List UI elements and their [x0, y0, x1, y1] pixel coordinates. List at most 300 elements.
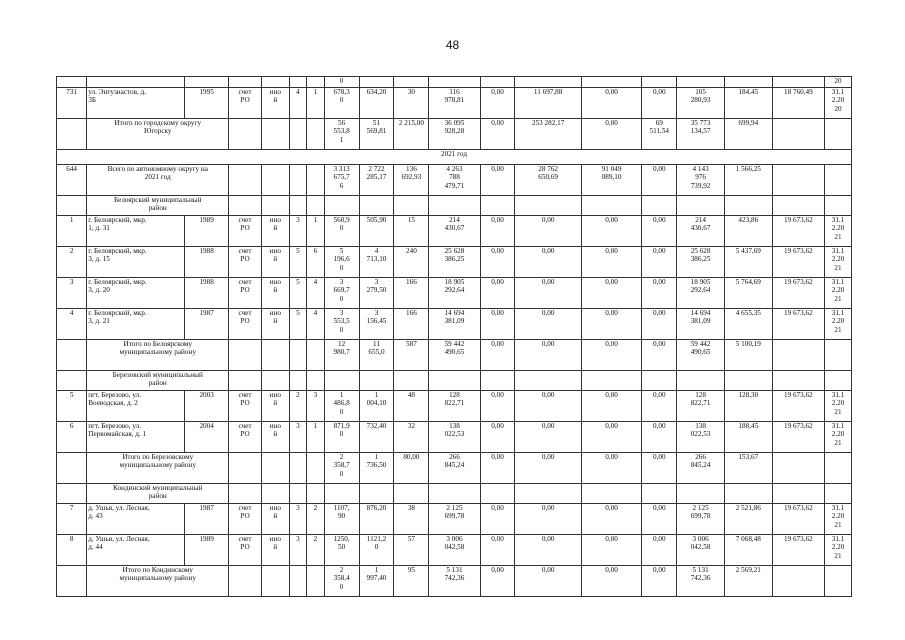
- entrances-cell: [307, 119, 324, 150]
- item-number-cell: 1: [57, 216, 87, 247]
- specific-cost-cell: 2 569,21: [724, 566, 772, 597]
- floors-cell: [289, 566, 306, 597]
- total-cost-cell: 138 022,53: [429, 422, 480, 453]
- fund-okrug-cell: 0,00: [515, 247, 581, 278]
- fund-okrug-cell: 11 697,88: [515, 88, 581, 119]
- end-date-cell: [825, 165, 852, 196]
- total-area-cell: 678,3 0: [324, 88, 359, 119]
- living-area-cell: [359, 77, 394, 88]
- fund-okrug-cell: 0,00: [515, 278, 581, 309]
- specific-cost-cell: 4 655,35: [724, 309, 772, 340]
- fund-okrug-cell: [515, 371, 581, 391]
- fund-okrug-cell: 0,00: [515, 535, 581, 566]
- living-area-cell: 4 713,10: [359, 247, 394, 278]
- fund-owners-other-cell: 0,00: [642, 278, 677, 309]
- item-number-cell: 4: [57, 309, 87, 340]
- house-type-cell: [261, 77, 289, 88]
- fund-local-cell: 0,00: [581, 422, 642, 453]
- house-type-cell: ино й: [261, 309, 289, 340]
- fund-owners-other-cell: 0,00: [642, 309, 677, 340]
- living-area-cell: 1 004,10: [359, 391, 394, 422]
- total-label-cell: Итого по городскому округу Югорску: [87, 119, 229, 150]
- continuation-row: [57, 77, 852, 88]
- cost-limit-cell: 19 673,62: [772, 216, 824, 247]
- table-row: [57, 247, 852, 278]
- fund-local-cell: 0,00: [581, 216, 642, 247]
- address-cell: г. Белоярский, мкр. 3, д. 21: [87, 309, 185, 340]
- entrances-cell: 2: [307, 504, 324, 535]
- entrances-cell: [307, 196, 324, 216]
- fund-local-cell: 0,00: [581, 504, 642, 535]
- fund-fed-cell: 0,00: [480, 504, 515, 535]
- total-cost-cell: [429, 77, 480, 88]
- specific-cost-cell: [724, 196, 772, 216]
- end-date-cell: [825, 340, 852, 371]
- residents-cell: 166: [394, 278, 429, 309]
- specific-cost-cell: 153,67: [724, 453, 772, 484]
- build-year-cell: 1987: [185, 309, 229, 340]
- address-cell: д. Ушья, ул. Лесная, д. 44: [87, 535, 185, 566]
- total-area-cell: 1107, 90: [324, 504, 359, 535]
- cost-limit-cell: [772, 566, 824, 597]
- build-year-cell: [185, 77, 229, 88]
- total-area-cell: 3 669,7 0: [324, 278, 359, 309]
- floors-cell: 3: [289, 504, 306, 535]
- living-area-cell: [359, 371, 394, 391]
- item-number-cell: 731: [57, 88, 87, 119]
- fund-owners-other-cell: 0,00: [642, 340, 677, 371]
- fund-method-cell: счет РО: [229, 216, 262, 247]
- address-cell: г. Белоярский, мкр. 3, д. 20: [87, 278, 185, 309]
- district-header-row: [57, 484, 852, 504]
- district-total-row: [57, 340, 852, 371]
- fund-owners-cell: [677, 77, 725, 88]
- total-cost-cell: 4 263 788 479,71: [429, 165, 480, 196]
- residents-cell: 240: [394, 247, 429, 278]
- entrances-cell: 1: [307, 88, 324, 119]
- build-year-cell: 1989: [185, 216, 229, 247]
- residents-cell: 38: [394, 504, 429, 535]
- entrances-cell: 3: [307, 391, 324, 422]
- living-area-cell: 1121,2 0: [359, 535, 394, 566]
- cost-limit-cell: [772, 371, 824, 391]
- house-type-cell: ино й: [261, 535, 289, 566]
- living-area-cell: 732,40: [359, 422, 394, 453]
- fund-method-cell: счет РО: [229, 535, 262, 566]
- cost-limit-cell: 19 673,62: [772, 247, 824, 278]
- living-area-cell: 51 569,81: [359, 119, 394, 150]
- total-label-cell: Итого по Кондинскому муниципальному району: [87, 566, 229, 597]
- fund-fed-cell: 0,00: [480, 566, 515, 597]
- fund-owners-other-cell: 0,00: [642, 88, 677, 119]
- living-area-cell: 505,90: [359, 216, 394, 247]
- fund-owners-cell: 105 280,93: [677, 88, 725, 119]
- table-row: [57, 504, 852, 535]
- district-header-row: [57, 371, 852, 391]
- end-date-cell: 31.1 2.20 21: [825, 535, 852, 566]
- fund-local-cell: 0,00: [581, 119, 642, 150]
- specific-cost-cell: [724, 484, 772, 504]
- entrances-cell: [307, 484, 324, 504]
- end-date-cell: [825, 566, 852, 597]
- item-number-cell: [57, 77, 87, 88]
- fund-owners-cell: 14 694 381,09: [677, 309, 725, 340]
- end-date-cell: 31.1 2.20 21: [825, 216, 852, 247]
- cost-limit-cell: 19 673,62: [772, 391, 824, 422]
- residents-cell: [394, 196, 429, 216]
- living-area-cell: 1 736,50: [359, 453, 394, 484]
- floors-cell: 3: [289, 216, 306, 247]
- end-date-cell: [825, 119, 852, 150]
- fund-owners-cell: 35 773 134,57: [677, 119, 725, 150]
- living-area-cell: [359, 196, 394, 216]
- table-row: [57, 88, 852, 119]
- residents-cell: 166: [394, 309, 429, 340]
- floors-cell: [289, 77, 306, 88]
- cost-limit-cell: 19 673,62: [772, 422, 824, 453]
- entrances-cell: [307, 371, 324, 391]
- total-area-cell: 12 980,7: [324, 340, 359, 371]
- item-number-cell: 3: [57, 278, 87, 309]
- cost-limit-cell: [772, 340, 824, 371]
- fund-method-cell: счет РО: [229, 504, 262, 535]
- fund-owners-other-cell: 0,00: [642, 165, 677, 196]
- total-cost-cell: 266 845,24: [429, 453, 480, 484]
- address-cell: д. Ушья, ул. Лесная, д. 43: [87, 504, 185, 535]
- fund-owners-other-cell: 0,00: [642, 504, 677, 535]
- item-number-cell: [57, 196, 87, 216]
- table-row: [57, 216, 852, 247]
- fund-okrug-cell: [515, 196, 581, 216]
- house-type-cell: ино й: [261, 391, 289, 422]
- capital-repair-table: [56, 76, 852, 597]
- house-type-cell: [261, 566, 289, 597]
- house-type-cell: ино й: [261, 247, 289, 278]
- table-row: [57, 309, 852, 340]
- fund-method-cell: [229, 340, 262, 371]
- residents-cell: [394, 484, 429, 504]
- fund-owners-cell: 5 131 742,36: [677, 566, 725, 597]
- grand-total-row: [57, 165, 852, 196]
- fund-owners-other-cell: [642, 371, 677, 391]
- specific-cost-cell: 128,30: [724, 391, 772, 422]
- floors-cell: 5: [289, 278, 306, 309]
- house-type-cell: ино й: [261, 88, 289, 119]
- fund-local-cell: 0,00: [581, 535, 642, 566]
- specific-cost-cell: 423,86: [724, 216, 772, 247]
- entrances-cell: 1: [307, 422, 324, 453]
- table-row: [57, 391, 852, 422]
- living-area-cell: 634,20: [359, 88, 394, 119]
- residents-cell: 95: [394, 566, 429, 597]
- fund-fed-cell: 0,00: [480, 216, 515, 247]
- fund-fed-cell: 0,00: [480, 535, 515, 566]
- entrances-cell: 6: [307, 247, 324, 278]
- item-number-cell: 8: [57, 535, 87, 566]
- district-title-cell: Белоярский муниципальный район: [87, 196, 229, 216]
- fund-local-cell: 0,00: [581, 453, 642, 484]
- fund-fed-cell: 0,00: [480, 88, 515, 119]
- total-area-cell: 5 196,6 0: [324, 247, 359, 278]
- entrances-cell: 4: [307, 278, 324, 309]
- district-total-row: [57, 566, 852, 597]
- house-type-cell: [261, 165, 289, 196]
- house-type-cell: ино й: [261, 216, 289, 247]
- fund-fed-cell: [480, 77, 515, 88]
- residents-cell: [394, 77, 429, 88]
- residents-cell: 2 215,00: [394, 119, 429, 150]
- fund-okrug-cell: 0,00: [515, 566, 581, 597]
- fund-fed-cell: 0,00: [480, 453, 515, 484]
- floors-cell: [289, 165, 306, 196]
- total-cost-cell: [429, 484, 480, 504]
- total-cost-cell: 214 430,67: [429, 216, 480, 247]
- fund-local-cell: 0,00: [581, 278, 642, 309]
- fund-owners-other-cell: [642, 77, 677, 88]
- fund-local-cell: [581, 371, 642, 391]
- floors-cell: [289, 196, 306, 216]
- table-row: [57, 422, 852, 453]
- residents-cell: 32: [394, 422, 429, 453]
- end-date-cell: 31.1 2.20 21: [825, 247, 852, 278]
- address-cell: г. Белоярский, мкр. 3, д. 15: [87, 247, 185, 278]
- floors-cell: [289, 340, 306, 371]
- table-row: [57, 535, 852, 566]
- fund-fed-cell: 0,00: [480, 119, 515, 150]
- entrances-cell: 1: [307, 216, 324, 247]
- total-cost-cell: 5 131 742,36: [429, 566, 480, 597]
- fund-owners-cell: 138 022,53: [677, 422, 725, 453]
- fund-owners-other-cell: 0,00: [642, 566, 677, 597]
- build-year-cell: 1989: [185, 535, 229, 566]
- fund-okrug-cell: 0,00: [515, 340, 581, 371]
- fund-owners-cell: 266 845,24: [677, 453, 725, 484]
- fund-owners-cell: 214 430,67: [677, 216, 725, 247]
- house-type-cell: [261, 453, 289, 484]
- fund-owners-cell: [677, 371, 725, 391]
- district-title-cell: Кондинский муниципальный район: [87, 484, 229, 504]
- fund-local-cell: [581, 484, 642, 504]
- item-number-cell: [57, 340, 87, 371]
- house-type-cell: ино й: [261, 422, 289, 453]
- fund-okrug-cell: [515, 77, 581, 88]
- cost-limit-cell: 19 673,62: [772, 278, 824, 309]
- entrances-cell: [307, 566, 324, 597]
- end-date-cell: [825, 453, 852, 484]
- fund-okrug-cell: 28 762 650,69: [515, 165, 581, 196]
- living-area-cell: [359, 484, 394, 504]
- build-year-cell: 1987: [185, 504, 229, 535]
- fund-owners-other-cell: 69 511,54: [642, 119, 677, 150]
- address-cell: [87, 77, 185, 88]
- end-date-cell: 31.1 2.20 20: [825, 88, 852, 119]
- floors-cell: [289, 453, 306, 484]
- district-title-cell: Березовский муниципальный район: [87, 371, 229, 391]
- end-date-cell: 31.1 2.20 21: [825, 309, 852, 340]
- address-cell: г. Белоярский, мкр. 1, д. 31: [87, 216, 185, 247]
- total-area-cell: 3 313 675,7 6: [324, 165, 359, 196]
- specific-cost-cell: 2 521,86: [724, 504, 772, 535]
- year-heading-cell: 2021 год: [57, 150, 852, 165]
- subtotal-row: [57, 119, 852, 150]
- total-cost-cell: 116 978,81: [429, 88, 480, 119]
- fund-fed-cell: 0,00: [480, 247, 515, 278]
- residents-cell: 48: [394, 391, 429, 422]
- residents-cell: 57: [394, 535, 429, 566]
- fund-fed-cell: 0,00: [480, 278, 515, 309]
- item-number-cell: [57, 119, 87, 150]
- build-year-cell: 2004: [185, 422, 229, 453]
- house-type-cell: [261, 340, 289, 371]
- residents-cell: [394, 371, 429, 391]
- floors-cell: 5: [289, 309, 306, 340]
- fund-owners-cell: 128 822,71: [677, 391, 725, 422]
- build-year-cell: 2003: [185, 391, 229, 422]
- fund-owners-cell: [677, 484, 725, 504]
- living-area-cell: 1 997,40: [359, 566, 394, 597]
- district-total-row: [57, 453, 852, 484]
- fund-owners-other-cell: 0,00: [642, 247, 677, 278]
- specific-cost-cell: 184,45: [724, 88, 772, 119]
- specific-cost-cell: 7 068,48: [724, 535, 772, 566]
- total-cost-cell: 2 125 699,78: [429, 504, 480, 535]
- total-cost-cell: 18 905 292,64: [429, 278, 480, 309]
- specific-cost-cell: [724, 371, 772, 391]
- entrances-cell: [307, 453, 324, 484]
- district-header-row: [57, 196, 852, 216]
- fund-local-cell: [581, 77, 642, 88]
- build-year-cell: 1995: [185, 88, 229, 119]
- fund-local-cell: 0,00: [581, 391, 642, 422]
- floors-cell: 5: [289, 247, 306, 278]
- fund-fed-cell: [480, 196, 515, 216]
- total-area-cell: 2 358,4 0: [324, 566, 359, 597]
- fund-okrug-cell: 0,00: [515, 422, 581, 453]
- house-type-cell: [261, 484, 289, 504]
- year-row: [57, 150, 852, 165]
- specific-cost-cell: 5 437,69: [724, 247, 772, 278]
- total-cost-cell: [429, 196, 480, 216]
- total-cost-cell: 59 442 490,65: [429, 340, 480, 371]
- end-date-cell: 31.1 2.20 21: [825, 504, 852, 535]
- specific-cost-cell: 188,45: [724, 422, 772, 453]
- cost-limit-cell: [772, 484, 824, 504]
- fund-method-cell: счет РО: [229, 391, 262, 422]
- fund-fed-cell: 0,00: [480, 391, 515, 422]
- fund-fed-cell: [480, 484, 515, 504]
- fund-method-cell: [229, 119, 262, 150]
- house-type-cell: [261, 119, 289, 150]
- house-type-cell: ино й: [261, 278, 289, 309]
- entrances-cell: [307, 165, 324, 196]
- fund-method-cell: [229, 484, 262, 504]
- fund-local-cell: 0,00: [581, 88, 642, 119]
- cost-limit-cell: 19 673,62: [772, 309, 824, 340]
- fund-owners-other-cell: 0,00: [642, 422, 677, 453]
- residents-cell: 587: [394, 340, 429, 371]
- fund-local-cell: [581, 196, 642, 216]
- total-area-cell: 871,9 0: [324, 422, 359, 453]
- fund-okrug-cell: 253 282,17: [515, 119, 581, 150]
- fund-method-cell: счет РО: [229, 309, 262, 340]
- total-area-cell: 56 553,8 1: [324, 119, 359, 150]
- total-cost-cell: 36 095 928,28: [429, 119, 480, 150]
- fund-owners-other-cell: 0,00: [642, 535, 677, 566]
- fund-okrug-cell: [515, 484, 581, 504]
- total-area-cell: [324, 196, 359, 216]
- fund-owners-other-cell: 0,00: [642, 216, 677, 247]
- total-cost-cell: [429, 371, 480, 391]
- build-year-cell: 1988: [185, 278, 229, 309]
- living-area-cell: 876,20: [359, 504, 394, 535]
- cost-limit-cell: 19 673,62: [772, 535, 824, 566]
- fund-fed-cell: 0,00: [480, 340, 515, 371]
- floors-cell: 2: [289, 391, 306, 422]
- build-year-cell: 1988: [185, 247, 229, 278]
- end-date-cell: [825, 371, 852, 391]
- total-area-cell: [324, 484, 359, 504]
- item-number-cell: 644: [57, 165, 87, 196]
- house-type-cell: [261, 196, 289, 216]
- specific-cost-cell: 1 566,25: [724, 165, 772, 196]
- floors-cell: 3: [289, 535, 306, 566]
- item-number-cell: 6: [57, 422, 87, 453]
- living-area-cell: 11 655,0: [359, 340, 394, 371]
- fund-method-cell: счет РО: [229, 247, 262, 278]
- fund-fed-cell: 0,00: [480, 309, 515, 340]
- address-cell: пгт. Березово, ул. Воеводская, д. 2: [87, 391, 185, 422]
- cost-limit-cell: [772, 77, 824, 88]
- fund-method-cell: счет РО: [229, 278, 262, 309]
- item-number-cell: [57, 371, 87, 391]
- fund-owners-other-cell: [642, 196, 677, 216]
- floors-cell: [289, 119, 306, 150]
- end-date-cell: 31.1 2.20 21: [825, 278, 852, 309]
- total-cost-cell: 128 822,71: [429, 391, 480, 422]
- entrances-cell: [307, 77, 324, 88]
- fund-local-cell: 91 049 089,10: [581, 165, 642, 196]
- living-area-cell: 3 156,45: [359, 309, 394, 340]
- item-number-cell: [57, 566, 87, 597]
- fund-local-cell: 0,00: [581, 309, 642, 340]
- fund-okrug-cell: 0,00: [515, 391, 581, 422]
- fund-owners-cell: 4 143 976 739,92: [677, 165, 725, 196]
- fund-owners-cell: 25 628 386,25: [677, 247, 725, 278]
- end-date-cell: [825, 484, 852, 504]
- total-area-cell: 1 486,8 0: [324, 391, 359, 422]
- item-number-cell: 5: [57, 391, 87, 422]
- fund-okrug-cell: 0,00: [515, 504, 581, 535]
- fund-okrug-cell: 0,00: [515, 309, 581, 340]
- entrances-cell: [307, 340, 324, 371]
- end-date-cell: 31.1 2.20 21: [825, 422, 852, 453]
- total-area-cell: 1250, 50: [324, 535, 359, 566]
- fund-okrug-cell: 0,00: [515, 453, 581, 484]
- fund-fed-cell: 0,00: [480, 422, 515, 453]
- residents-cell: 136 692,93: [394, 165, 429, 196]
- total-label-cell: Итого по Березовскому муниципальному району: [87, 453, 229, 484]
- end-date-cell: 31.1 2.20 21: [825, 391, 852, 422]
- entrances-cell: 2: [307, 535, 324, 566]
- fund-owners-cell: [677, 196, 725, 216]
- specific-cost-cell: 5 764,69: [724, 278, 772, 309]
- fund-owners-cell: 3 006 042,58: [677, 535, 725, 566]
- residents-cell: 15: [394, 216, 429, 247]
- item-number-cell: 7: [57, 504, 87, 535]
- fund-method-cell: [229, 453, 262, 484]
- specific-cost-cell: 699,94: [724, 119, 772, 150]
- entrances-cell: 4: [307, 309, 324, 340]
